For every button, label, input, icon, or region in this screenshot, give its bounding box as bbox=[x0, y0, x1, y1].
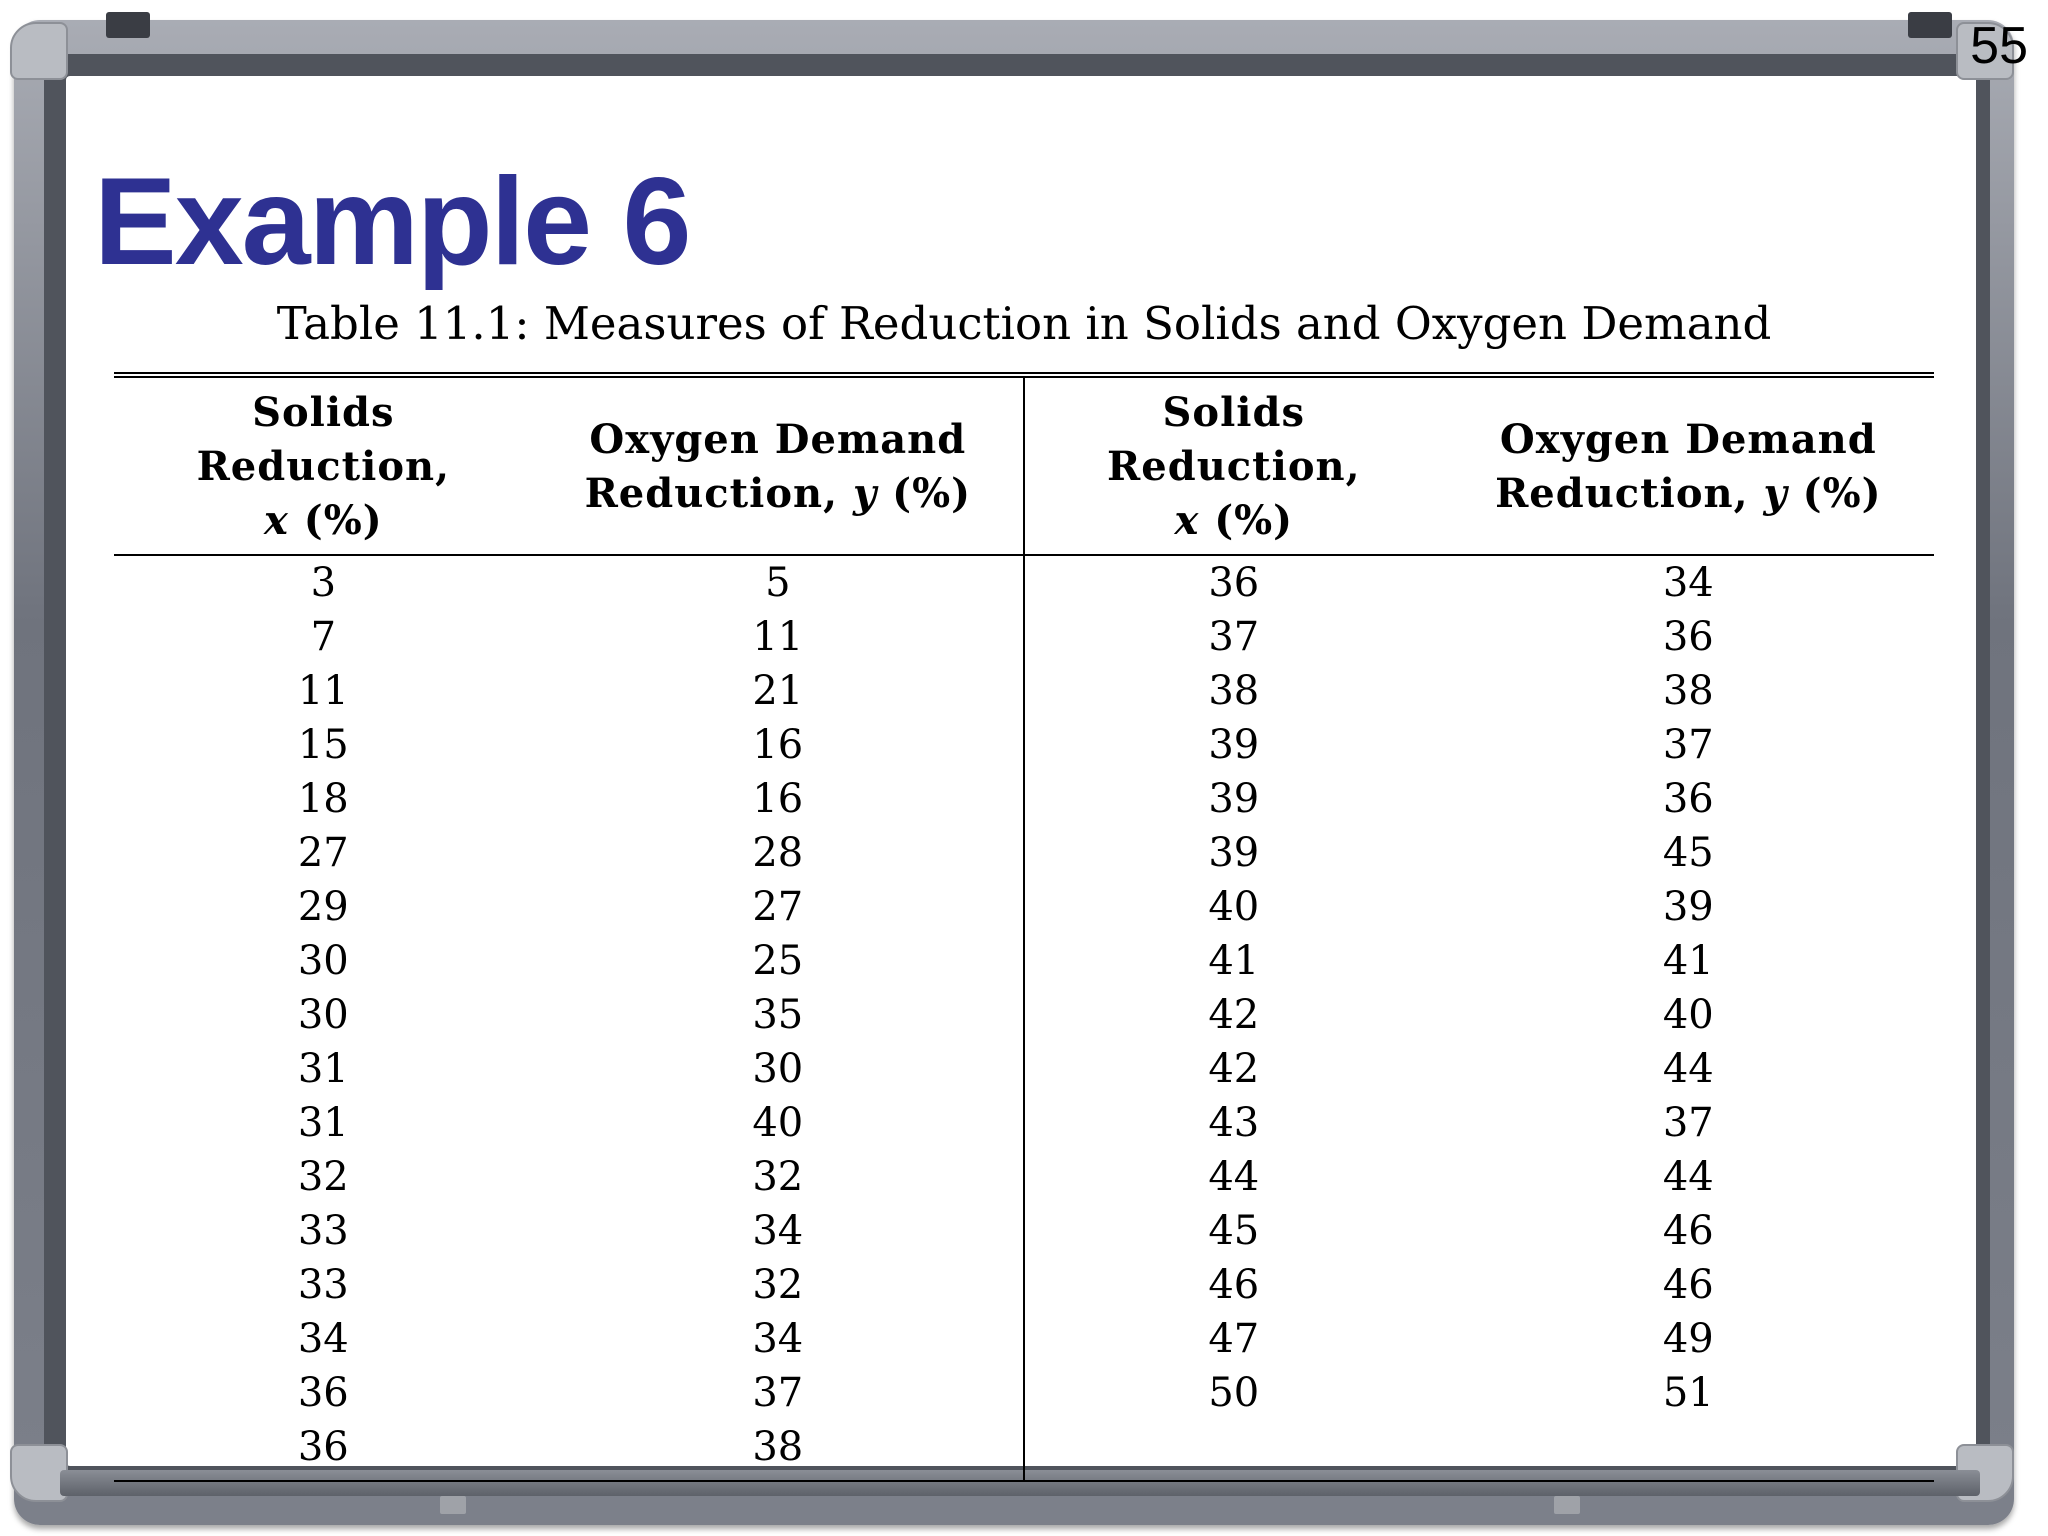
table-row bbox=[114, 664, 1934, 718]
cell-oxygen-y-right: 38 bbox=[1662, 668, 1714, 714]
cell-solids-x-right: 36 bbox=[1208, 560, 1260, 606]
cell-oxygen-y-left: 5 bbox=[533, 555, 1024, 610]
cell-solids-x-left: 11 bbox=[297, 668, 349, 714]
header-line1: Oxygen Demand bbox=[1499, 416, 1877, 463]
cell-oxygen-y-right: 37 bbox=[1662, 722, 1714, 768]
header-line2-prefix: Reduction, bbox=[1495, 470, 1749, 517]
cell-oxygen-y-right: 46 bbox=[1662, 1262, 1714, 1308]
cell-solids-x-right: 37 bbox=[1208, 614, 1260, 660]
cell-solids-x-left: 27 bbox=[297, 830, 349, 876]
cell-oxygen-y-right bbox=[1443, 1420, 1934, 1481]
data-table-container bbox=[114, 372, 1934, 1482]
table-row bbox=[114, 1258, 1934, 1312]
cell-solids-x-left: 36 bbox=[114, 1420, 533, 1481]
cell-oxygen-y-left: 16 bbox=[533, 772, 1024, 826]
table-row bbox=[114, 826, 1934, 880]
header-unit: (%) bbox=[892, 470, 972, 517]
frame-corner-top-left bbox=[10, 22, 68, 80]
header-solids-reduction-1 bbox=[114, 375, 533, 555]
cell-solids-x-left: 31 bbox=[297, 1100, 349, 1146]
cell-oxygen-y-right: 34 bbox=[1662, 560, 1714, 606]
header-oxygen-demand-2 bbox=[1443, 375, 1934, 555]
tray-foot-left bbox=[440, 1496, 466, 1514]
cell-solids-x-right bbox=[1024, 1420, 1443, 1481]
page-number: 55 bbox=[1970, 17, 2028, 75]
cell-solids-x-left: 7 bbox=[310, 614, 337, 660]
cell-oxygen-y-left: 32 bbox=[533, 1258, 1024, 1312]
header-line1: Solids Reduction, bbox=[196, 389, 451, 490]
cell-oxygen-y-right: 40 bbox=[1662, 992, 1714, 1038]
header-unit: (%) bbox=[1802, 470, 1882, 517]
cell-oxygen-y-left: 35 bbox=[533, 988, 1024, 1042]
cell-solids-x-left: 31 bbox=[297, 1046, 349, 1092]
header-line1: Oxygen Demand bbox=[589, 416, 967, 463]
cell-solids-x-right: 39 bbox=[1208, 722, 1260, 768]
cell-oxygen-y-left: 38 bbox=[533, 1420, 1024, 1481]
table-row bbox=[114, 988, 1934, 1042]
table-row bbox=[114, 555, 1934, 610]
frame-clip-right bbox=[1908, 12, 1952, 38]
cell-oxygen-y-left: 40 bbox=[533, 1096, 1024, 1150]
header-line1: Solids Reduction, bbox=[1107, 389, 1361, 490]
cell-oxygen-y-right: 41 bbox=[1662, 938, 1714, 984]
header-variable: x bbox=[263, 497, 289, 544]
table-caption: Table 11.1: Measures of Reduction in Solids and Oxygen Demand bbox=[276, 297, 1772, 350]
cell-solids-x-right: 39 bbox=[1208, 830, 1260, 876]
cell-oxygen-y-left: 21 bbox=[533, 664, 1024, 718]
cell-oxygen-y-right: 45 bbox=[1662, 830, 1714, 876]
cell-solids-x-right: 41 bbox=[1208, 938, 1260, 984]
header-line2-prefix: Reduction, bbox=[584, 470, 839, 517]
table-row bbox=[114, 1096, 1934, 1150]
table-row bbox=[114, 1312, 1934, 1366]
table-header-row bbox=[114, 375, 1934, 555]
header-oxygen-demand-1 bbox=[533, 375, 1024, 555]
cell-solids-x-right: 44 bbox=[1208, 1154, 1260, 1200]
tray-foot-right bbox=[1554, 1496, 1580, 1514]
cell-solids-x-right: 42 bbox=[1208, 992, 1260, 1038]
cell-oxygen-y-left: 34 bbox=[533, 1204, 1024, 1258]
header-solids-reduction-2 bbox=[1024, 375, 1443, 555]
header-unit: (%) bbox=[1214, 497, 1294, 544]
cell-solids-x-left: 29 bbox=[297, 884, 349, 930]
cell-oxygen-y-right: 36 bbox=[1662, 614, 1714, 660]
table-row bbox=[114, 718, 1934, 772]
header-unit: (%) bbox=[303, 497, 383, 544]
table-row bbox=[114, 1150, 1934, 1204]
cell-oxygen-y-right: 36 bbox=[1662, 776, 1714, 822]
table-row bbox=[114, 934, 1934, 988]
cell-oxygen-y-right: 49 bbox=[1662, 1316, 1714, 1362]
header-variable: y bbox=[1763, 470, 1788, 517]
slide-title: Example 6 bbox=[94, 153, 690, 291]
table-row bbox=[114, 610, 1934, 664]
cell-solids-x-left: 3 bbox=[310, 560, 337, 606]
cell-oxygen-y-left: 11 bbox=[533, 610, 1024, 664]
cell-solids-x-left: 30 bbox=[297, 938, 349, 984]
table-row bbox=[114, 1042, 1934, 1096]
cell-oxygen-y-right: 46 bbox=[1662, 1208, 1714, 1254]
cell-solids-x-left: 33 bbox=[297, 1262, 349, 1308]
cell-solids-x-left: 30 bbox=[297, 992, 349, 1038]
cell-oxygen-y-right: 44 bbox=[1662, 1046, 1714, 1092]
cell-solids-x-right: 46 bbox=[1208, 1262, 1260, 1308]
header-variable: x bbox=[1174, 497, 1200, 544]
cell-oxygen-y-left: 27 bbox=[533, 880, 1024, 934]
frame-clip-left bbox=[106, 12, 150, 38]
cell-solids-x-right: 39 bbox=[1208, 776, 1260, 822]
cell-solids-x-right: 45 bbox=[1208, 1208, 1260, 1254]
table-body bbox=[114, 555, 1934, 1481]
cell-solids-x-left: 18 bbox=[297, 776, 349, 822]
table-row bbox=[114, 1366, 1934, 1420]
cell-oxygen-y-left: 37 bbox=[533, 1366, 1024, 1420]
cell-oxygen-y-right: 39 bbox=[1662, 884, 1714, 930]
cell-oxygen-y-right: 37 bbox=[1662, 1100, 1714, 1146]
table-row bbox=[114, 880, 1934, 934]
cell-solids-x-right: 43 bbox=[1208, 1100, 1260, 1146]
cell-solids-x-left: 32 bbox=[297, 1154, 349, 1200]
data-table bbox=[114, 372, 1934, 1482]
cell-solids-x-right: 42 bbox=[1208, 1046, 1260, 1092]
cell-oxygen-y-left: 25 bbox=[533, 934, 1024, 988]
cell-solids-x-right: 40 bbox=[1208, 884, 1260, 930]
cell-oxygen-y-left: 34 bbox=[533, 1312, 1024, 1366]
table-row bbox=[114, 1420, 1934, 1481]
cell-solids-x-left: 34 bbox=[297, 1316, 349, 1362]
cell-oxygen-y-left: 32 bbox=[533, 1150, 1024, 1204]
cell-oxygen-y-left: 16 bbox=[533, 718, 1024, 772]
cell-oxygen-y-left: 30 bbox=[533, 1042, 1024, 1096]
cell-solids-x-left: 33 bbox=[297, 1208, 349, 1254]
cell-solids-x-right: 38 bbox=[1208, 668, 1260, 714]
table-row bbox=[114, 1204, 1934, 1258]
cell-solids-x-right: 50 bbox=[1208, 1370, 1260, 1416]
cell-oxygen-y-right: 51 bbox=[1662, 1370, 1714, 1416]
cell-oxygen-y-left: 28 bbox=[533, 826, 1024, 880]
table-row bbox=[114, 772, 1934, 826]
cell-solids-x-left: 15 bbox=[297, 722, 349, 768]
cell-oxygen-y-right: 44 bbox=[1662, 1154, 1714, 1200]
cell-solids-x-left: 36 bbox=[297, 1370, 349, 1416]
header-variable: y bbox=[852, 470, 878, 517]
cell-solids-x-right: 47 bbox=[1208, 1316, 1260, 1362]
